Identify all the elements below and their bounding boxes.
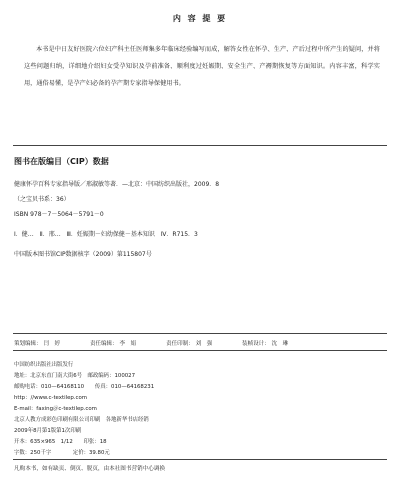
credit-value: 李 娟: [119, 341, 137, 347]
cip-line-title: 健康怀孕百科专家指导版／邢淑敏等著．—北京：中国纺织出版社，2009．8: [14, 181, 220, 188]
cip-line-classification: Ⅰ．健… Ⅱ．邢… Ⅲ．妊娠期－妇幼保健－基本知识 Ⅳ．R715．3: [14, 231, 198, 238]
edition-line: 2009年8月第1版第1次印刷: [14, 428, 82, 434]
divider-footer: [13, 459, 387, 460]
abstract-title: 内 容 提 要: [172, 14, 228, 23]
format-line: 开本：635×965 1/12 印张：18: [14, 439, 107, 445]
abstract-body: 本书是中日友好医院六位妇产科主任医师集多年临床经验编写而成，解答女性在怀孕、生产、产后过程中所产生的疑问，并将这些问题归纳，详细地介绍妇女受孕知识及孕前准备、顺利度过妊娠期、安全生产、产褥期恢复等方面知识。内容丰富，科学实用，通俗易懂，是孕产妇必备的孕产期专家指导保健用书。: [24, 46, 380, 87]
publisher-name: 中国纺织出版社出版发行: [14, 362, 74, 368]
publisher-website: http：//www.c-textilep.com: [14, 395, 88, 401]
cip-line-isbn: ISBN 978－7－5064－5791－0: [14, 211, 104, 218]
credit-label: 策划编辑：: [14, 341, 42, 347]
printer-line: 北京人教方成彩色印刷有限公司印刷 各地新华书店经销: [14, 417, 149, 423]
cip-heading: 图书在版编目（CIP）数据: [14, 157, 109, 166]
publisher-phone: 邮购电话：010—64168110 传真：010—64168231: [14, 384, 155, 390]
divider-credits-top: [13, 333, 387, 334]
return-notice: 凡购本书，如有缺页、倒页、脱页，由本社图书营销中心调换: [14, 466, 166, 472]
credit-label: 责任印制：: [166, 341, 194, 347]
credit-label: 责任编辑：: [90, 341, 118, 347]
credit-label: 装帧设计：: [242, 341, 270, 347]
credit-value: 刘 强: [195, 341, 213, 347]
price-line: 字数：250千字 定价：39.80元: [14, 450, 110, 456]
divider-top: [13, 145, 387, 146]
publisher-email: E-mail：faxing＠c-textilep.com: [14, 406, 97, 412]
publisher-address: 地址：北京东直门南大街6号 邮政编码：100027: [14, 373, 136, 379]
credits-row: [14, 339, 290, 347]
cip-line-series: （之宝贝书系：36）: [14, 196, 70, 203]
credit-value: 沈 琳: [271, 341, 289, 347]
credit-value: 闫 婷: [43, 341, 61, 347]
cip-line-record: 中国版本图书馆CIP数据核字（2009）第115807号: [14, 251, 152, 258]
divider-credits-bottom: [13, 350, 387, 351]
